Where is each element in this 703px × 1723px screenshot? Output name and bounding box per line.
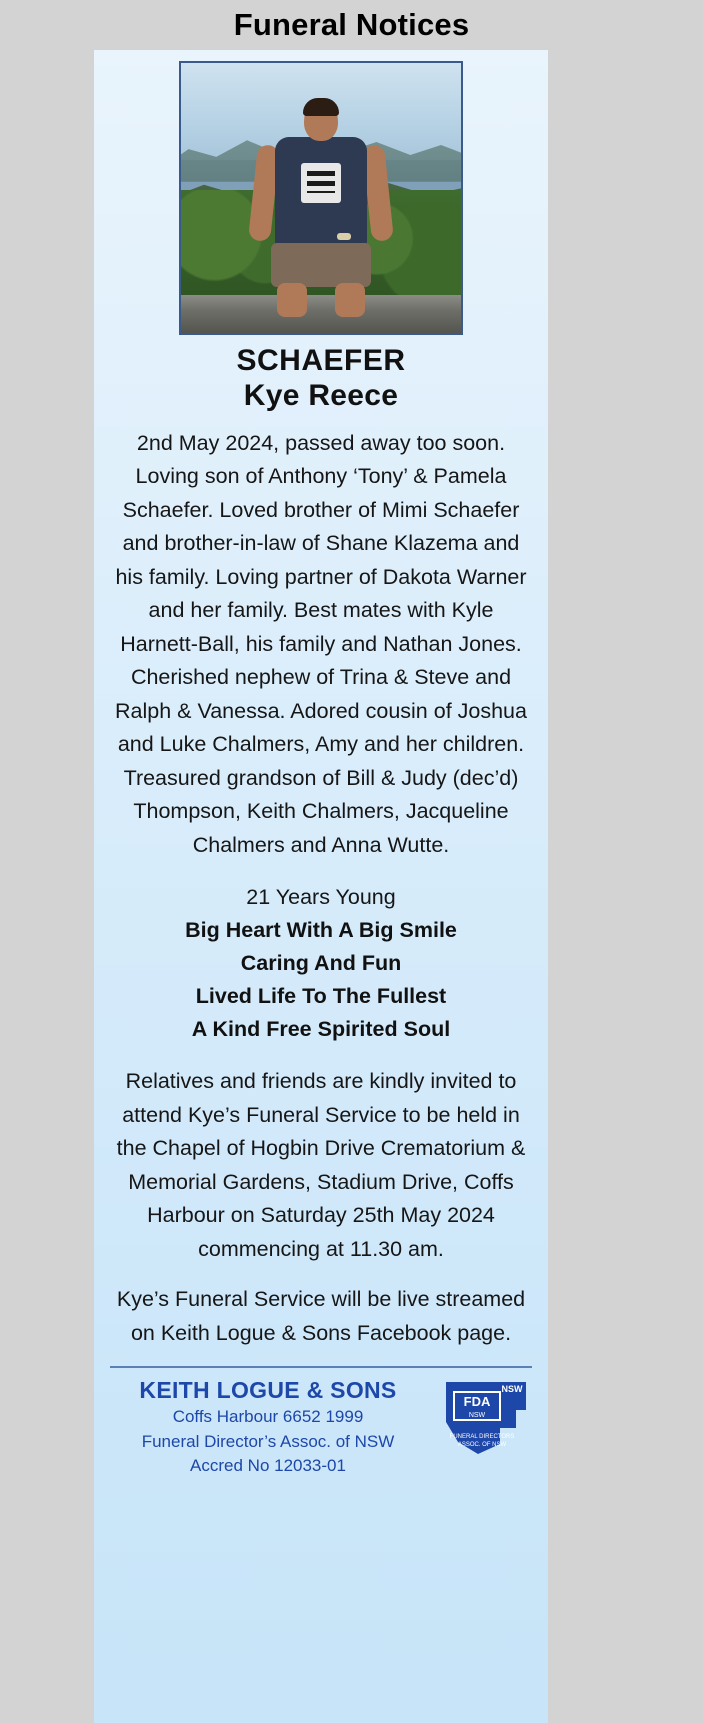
svg-text:NSW: NSW: [468, 1412, 486, 1420]
photo-person: [257, 101, 385, 312]
svg-text:NSW: NSW: [501, 1384, 523, 1395]
photo-person-hair: [303, 98, 339, 116]
live-stream-paragraph: Kye’s Funeral Service will be live streamed on Keith Logue & Sons Facebook page.: [116, 1287, 526, 1345]
service-details-paragraph: Relatives and friends are kindly invited to attend Kye’s Funeral Service to be held in the Chapel of Hogbin Drive Crematorium & Memorial Gardens, Stadium Drive, Coffs Harbour on Saturday 25th May 2024 commencing at 11.30 am.: [116, 1069, 526, 1261]
photo-person-left-leg: [277, 283, 307, 317]
verse-line: Caring And Fun: [240, 951, 402, 976]
svg-text:FUNERAL DIRECTORS: FUNERAL DIRECTORS: [449, 1434, 515, 1441]
fda-nsw-logo-icon: [438, 1376, 534, 1460]
verse-line: Lived Life To The Fullest: [195, 984, 447, 1009]
portrait-photo-of-deceased: [179, 61, 463, 335]
svg-text:FDA: FDA: [463, 1394, 491, 1410]
funeral-director-phone: Coffs Harbour 6652 1999: [172, 1407, 364, 1427]
page-title: Funeral Notices: [233, 7, 470, 42]
deceased-given-names: Kye Reece: [243, 379, 399, 413]
photo-person-right-leg: [335, 283, 365, 317]
verse-line: Big Heart With A Big Smile: [185, 918, 457, 943]
notice-body: [94, 427, 548, 1351]
deceased-surname: SCHAEFER: [236, 344, 406, 377]
page-header: [0, 0, 703, 50]
photo-container: [94, 50, 548, 335]
funeral-director-footer: [94, 1368, 548, 1479]
verse-block: [110, 881, 532, 1046]
photo-person-watch: [337, 233, 351, 240]
photo-person-shorts: [271, 243, 371, 287]
funeral-notice-card: [94, 50, 548, 1723]
svg-text:ASSOC. OF NSW: ASSOC. OF NSW: [457, 1442, 507, 1449]
verse-line: A Kind Free Spirited Soul: [191, 1017, 451, 1042]
deceased-names: [94, 343, 548, 414]
funeral-director-name: KEITH LOGUE & SONS: [139, 1377, 397, 1404]
funeral-director-details: [108, 1376, 428, 1479]
main-paragraph: 2nd May 2024, passed away too soon. Loving son of Anthony ‘Tony’ & Pamela Schaefer. Loved brother of Mimi Schaefer and brother-in-law of Shane Klazema and his family. Loving partner of Dakota Warner and her family. Best mates with Kyle Harnett-Ball, his family and Nathan Jones. Cherished nephew of Trina & Steve and Ralph & Vanessa. Adored cousin of Joshua and Luke Chalmers, Amy and her children. Treasured grandson of Bill & Judy (dec’d) Thompson, Keith Chalmers, Jacqueline Chalmers and Anna Wutte.: [115, 430, 527, 857]
funeral-director-association: Funeral Director’s Assoc. of NSW: [141, 1431, 395, 1451]
photo-person-shirt-print: [301, 163, 341, 203]
funeral-director-accreditation: Accred No 12033-01: [190, 1456, 346, 1476]
verse-age-line: 21 Years Young: [246, 885, 396, 910]
